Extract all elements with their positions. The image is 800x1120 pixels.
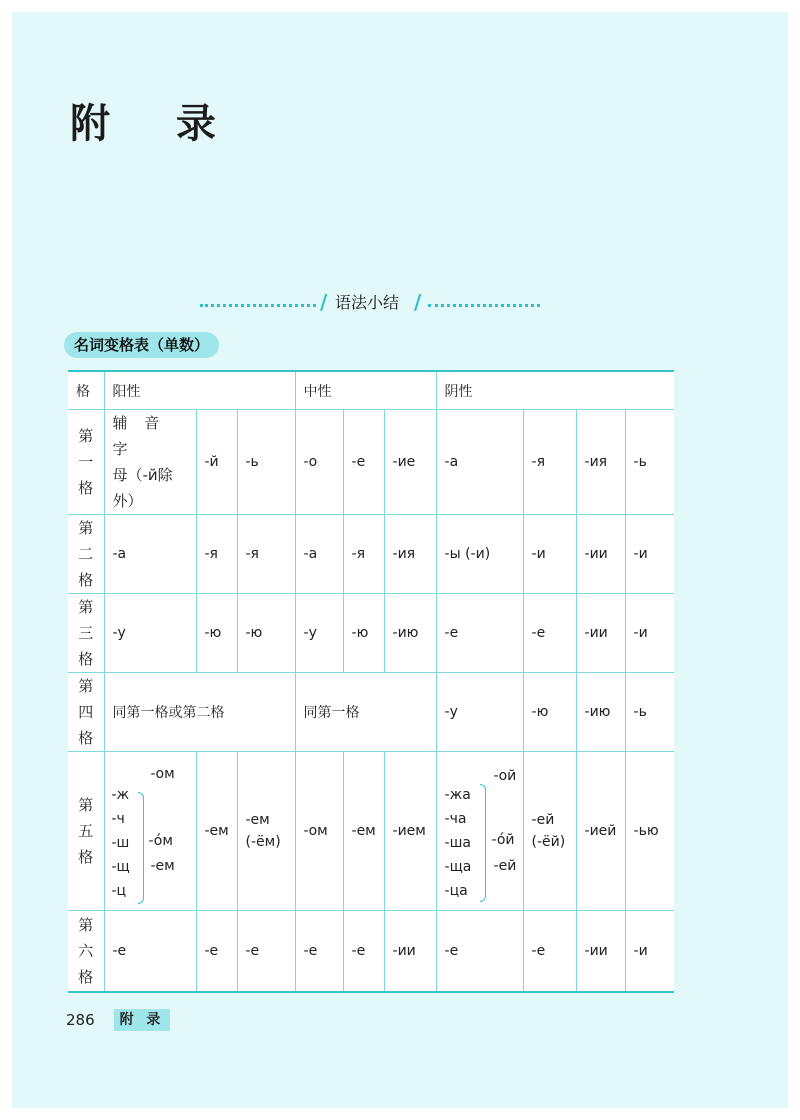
- table-cell: 同第一格或第二格: [104, 673, 295, 752]
- case-header: 格: [68, 371, 104, 410]
- table-row: [68, 410, 674, 515]
- table-cell: -ии: [384, 911, 436, 993]
- table-cell: -ией: [576, 752, 625, 911]
- fem-stem-group: -ой -жа -ча -ша -ща -ца -óй -ей: [436, 752, 523, 911]
- table-cell: -е: [295, 911, 343, 993]
- gender-neuter: 中性: [295, 371, 436, 410]
- table-cell: -е: [237, 911, 295, 993]
- case-label: 第 二 格: [68, 515, 104, 594]
- case-label: 第 一 格: [68, 410, 104, 515]
- table-cell: -ь: [625, 673, 674, 752]
- table-cell: -е: [436, 594, 523, 673]
- brace-icon: [138, 792, 144, 904]
- table-row: [68, 673, 674, 752]
- table-cell: -а: [295, 515, 343, 594]
- table-cell: -ю: [523, 673, 576, 752]
- table-row: [68, 515, 674, 594]
- gender-masculine: 阳性: [104, 371, 295, 410]
- table-cell: -ы (-и): [436, 515, 523, 594]
- table-cell: -и: [625, 515, 674, 594]
- gender-feminine: 阴性: [436, 371, 674, 410]
- table-cell: -и: [625, 911, 674, 993]
- table-cell: -ии: [576, 594, 625, 673]
- table-cell: -я: [237, 515, 295, 594]
- case-label: 第 三 格: [68, 594, 104, 673]
- table-cell: -и: [523, 515, 576, 594]
- table-row: [68, 752, 674, 911]
- table-cell: -у: [295, 594, 343, 673]
- table-cell: -ем: [196, 752, 237, 911]
- table-cell: -я: [343, 515, 384, 594]
- page-number: 286: [66, 1011, 95, 1029]
- dotted-rule-left: [200, 304, 316, 307]
- section-header-label: 语法小结: [335, 293, 400, 312]
- table-cell: -ем (-ём): [237, 752, 295, 911]
- table-cell: -ь: [237, 410, 295, 515]
- masc-stem-group: -ом -ж -ч -ш -щ -ц -óм -ем: [104, 752, 196, 911]
- table-cell: -а: [104, 515, 196, 594]
- table-cell: -е: [523, 594, 576, 673]
- table-cell: -е: [343, 410, 384, 515]
- table-cell: -а: [436, 410, 523, 515]
- table-cell: -ием: [384, 752, 436, 911]
- table-cell: -е: [436, 911, 523, 993]
- table-cell: -е: [523, 911, 576, 993]
- table-cell: -ом: [295, 752, 343, 911]
- table-cell: -е: [104, 911, 196, 993]
- table-cell: -й: [196, 410, 237, 515]
- table-cell: -я: [196, 515, 237, 594]
- table-cell: -я: [523, 410, 576, 515]
- declension-table: [68, 370, 674, 993]
- case-label: 第 五 格: [68, 752, 104, 911]
- table-cell: -ие: [384, 410, 436, 515]
- table-cell: -у: [436, 673, 523, 752]
- case-label: 第 六 格: [68, 911, 104, 993]
- table-cell: -ию: [576, 673, 625, 752]
- table-cell: -е: [196, 911, 237, 993]
- table-cell: -ью: [625, 752, 674, 911]
- dotted-rule-right: [428, 304, 540, 307]
- brace-icon: [480, 784, 486, 902]
- header-row: [68, 371, 674, 410]
- section-header: [200, 288, 540, 314]
- table-cell: -ем: [343, 752, 384, 911]
- footer-section-tag: 附 录: [114, 1009, 170, 1031]
- case-label: 第 四 格: [68, 673, 104, 752]
- slash-right-icon: /: [414, 290, 422, 314]
- slash-left-icon: /: [320, 290, 328, 314]
- table-cell: -ия: [576, 410, 625, 515]
- page-title: 附 录: [70, 100, 242, 147]
- table-cell: -ию: [384, 594, 436, 673]
- table-cell: -ь: [625, 410, 674, 515]
- table-cell: 同第一格: [295, 673, 436, 752]
- table-title: 名词变格表（单数）: [64, 332, 219, 358]
- table-cell: -ей (-ёй): [523, 752, 576, 911]
- table-cell: -о: [295, 410, 343, 515]
- table-cell: -е: [343, 911, 384, 993]
- table-cell: -ии: [576, 911, 625, 993]
- table-cell: -ю: [196, 594, 237, 673]
- table-cell: -и: [625, 594, 674, 673]
- table-cell: -ю: [237, 594, 295, 673]
- consonant-stem-note: 辅 音 字 母（-й除 外）: [104, 410, 196, 515]
- table-row: [68, 911, 674, 993]
- table-row: [68, 594, 674, 673]
- table-cell: -ия: [384, 515, 436, 594]
- table-cell: -у: [104, 594, 196, 673]
- table-cell: -ю: [343, 594, 384, 673]
- table-cell: -ии: [576, 515, 625, 594]
